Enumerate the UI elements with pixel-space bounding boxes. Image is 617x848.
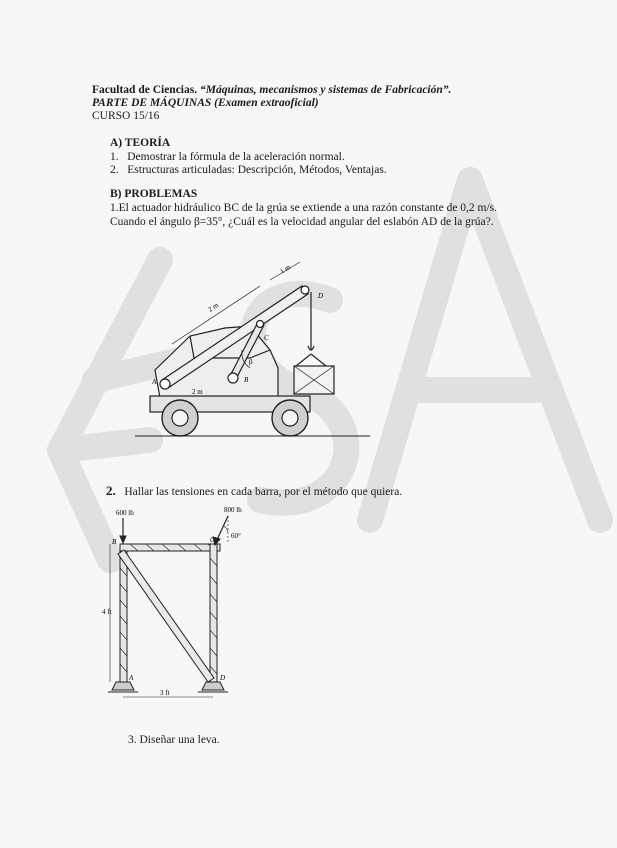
truss-label-c: C: [210, 536, 215, 544]
crane-label-b: B: [244, 376, 249, 384]
problem-1-line-2: Cuando el ángulo β=35°, ¿Cuál es la velocidad angular del eslabón AD de la grúa?.: [110, 216, 494, 228]
truss-label-d: D: [220, 674, 226, 682]
truss-member-bd: [118, 550, 214, 682]
truss-member-cd: [210, 544, 217, 682]
faculty-name: Facultad de Ciencias.: [92, 84, 198, 96]
truss-angle: 60°: [231, 532, 241, 540]
theory-item-1: [110, 151, 345, 163]
crane-dim-tip: 1 m: [278, 263, 292, 276]
theory-item-1-num: 1.: [110, 151, 119, 163]
crane-label-c: C: [264, 334, 269, 342]
course-year: CURSO 15/16: [92, 110, 160, 122]
crane-label-d: D: [318, 292, 324, 300]
problem-1-line-1: 1.El actuador hidráulico BC de la grúa se extiende a una razón constante de 0,2 m/s.: [110, 202, 498, 214]
crane-dim-base: 2 m: [192, 388, 203, 396]
theory-item-2-text: Estructuras articuladas: Descripción, Métodos, Ventajas.: [127, 164, 387, 176]
truss-member-bc: [120, 544, 220, 551]
truss-load-b: 600 lb: [116, 509, 134, 517]
truss-width: 3 ft: [160, 689, 170, 697]
truss-diagram: [100, 502, 260, 707]
truss-load-c: 800 lb: [224, 506, 242, 514]
problems-heading: B) PROBLEMAS: [110, 188, 198, 200]
theory-item-2-num: 2.: [110, 164, 119, 176]
truss-height: 4 ft: [102, 608, 112, 616]
crane-diagram: [130, 258, 375, 448]
header-line-1: [92, 84, 451, 96]
crane-dim-boom: 2 m: [206, 301, 220, 314]
theory-item-2: [110, 164, 387, 176]
exam-part: PARTE DE MÁQUINAS (Examen extraoficial): [92, 97, 319, 109]
truss-label-b: B: [112, 538, 117, 546]
crane-label-a: A: [152, 378, 157, 386]
theory-heading: A) TEORÍA: [110, 137, 171, 149]
crane-label-beta: β: [249, 358, 253, 366]
problem-2-text: Hallar las tensiones en cada barra, por el método que quiera.: [124, 486, 403, 498]
problem-2-num: 2.: [106, 483, 116, 498]
problem-3: 3. Diseñar una leva.: [128, 734, 220, 746]
truss-label-a: A: [129, 674, 134, 682]
course-title: “Máquinas, mecanismos y sistemas de Fabricación”.: [199, 84, 452, 96]
theory-item-1-text: Demostrar la fórmula de la aceleración normal.: [127, 151, 345, 163]
problem-2: [106, 483, 402, 499]
